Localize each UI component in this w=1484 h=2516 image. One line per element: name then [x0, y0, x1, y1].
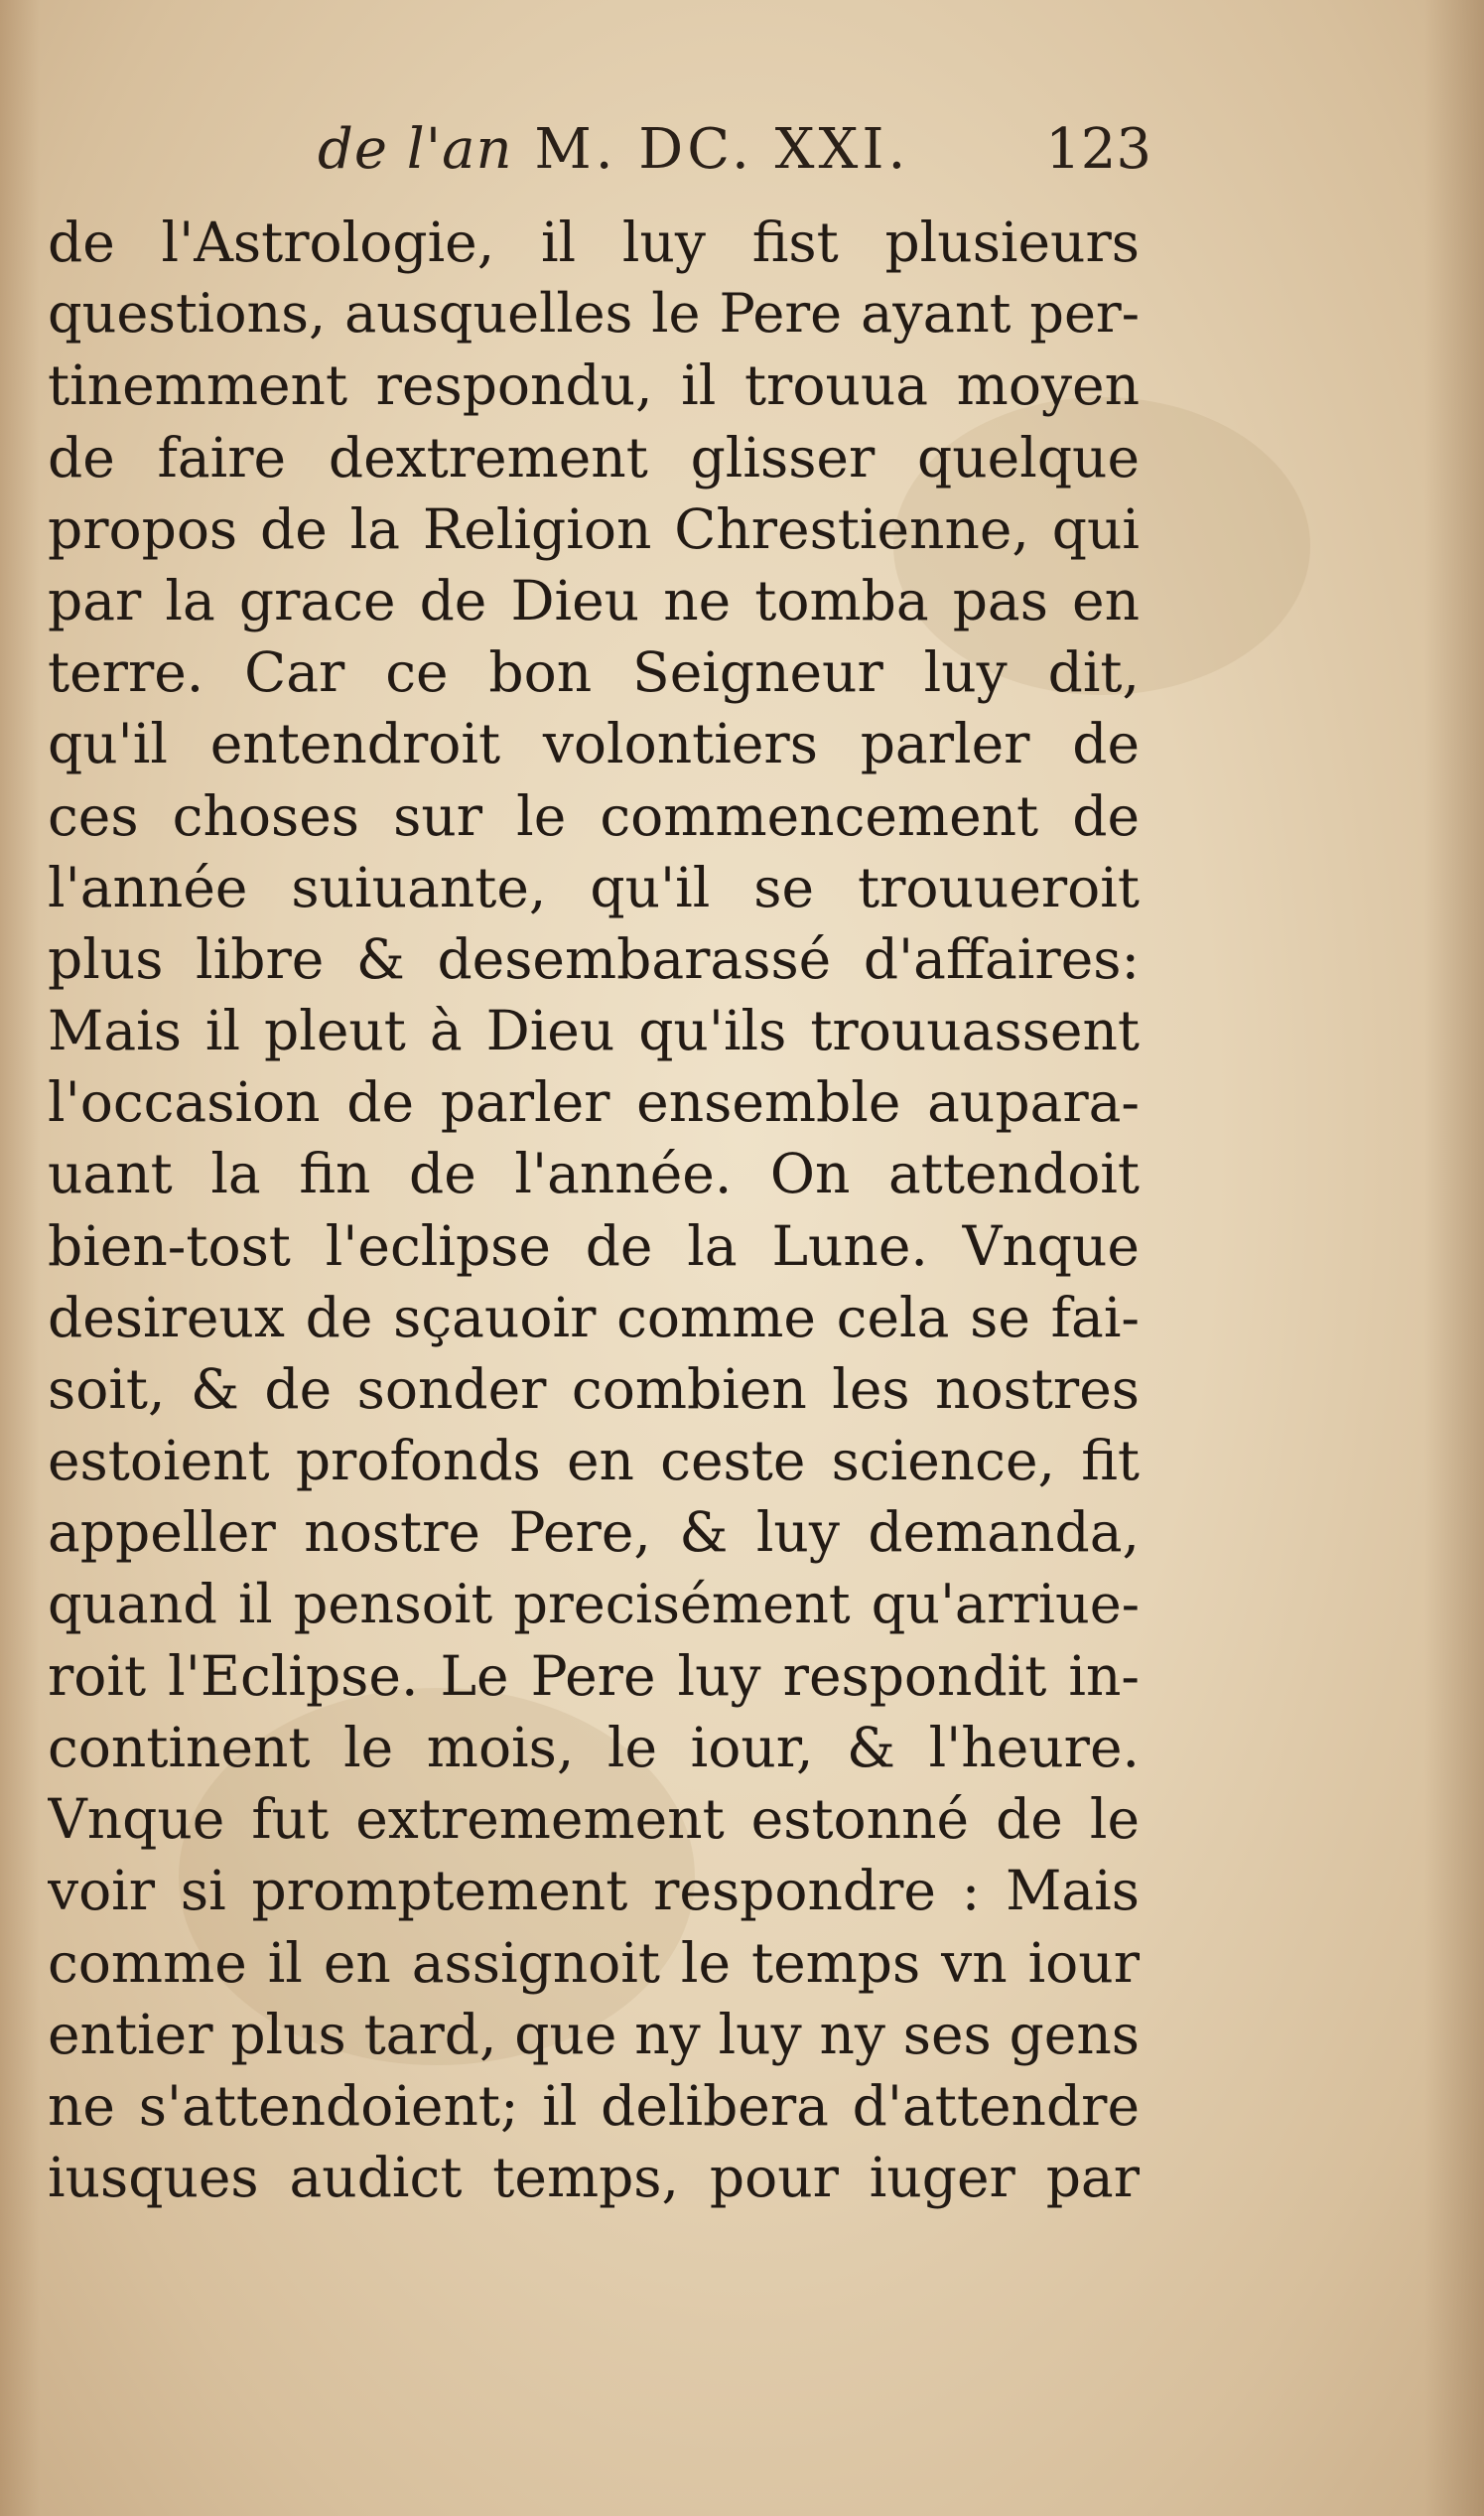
- text-line: soit, & de sonder combien les nostres: [48, 1357, 1140, 1421]
- text-line: plus libre & desembarassé d'affaires:: [48, 926, 1140, 991]
- text-line: propos de la Religion Chrestienne, qui: [48, 496, 1140, 561]
- text-line: entier plus tard, que ny luy ny ses gens: [48, 2002, 1140, 2066]
- text-line: l'année suiuante, qu'il se trouueroit: [48, 855, 1140, 919]
- running-title: [318, 117, 909, 182]
- text-line: quand il pensoit precisément qu'arriue-: [48, 1572, 1140, 1635]
- text-line: estoient profonds en ceste science, fit: [48, 1429, 1140, 1493]
- text-line: qu'il entendroit volontiers parler de: [48, 712, 1140, 776]
- text-line: continent le mois, le iour, & l'heure.: [48, 1715, 1140, 1779]
- text-line: comme il en assignoit le temps vn iour: [48, 1930, 1140, 1995]
- text-line: ces choses sur le commencement de: [48, 783, 1140, 848]
- text-line: roit l'Eclipse. Le Pere luy respondit in-: [48, 1643, 1140, 1708]
- text-line: desireux de sçauoir comme cela se fai-: [48, 1285, 1140, 1349]
- text-line: Vnque fut extremement estonné de le: [48, 1787, 1140, 1852]
- body-text: [48, 207, 1140, 2213]
- page-header: [318, 117, 1151, 197]
- text-line: terre. Car ce bon Seigneur luy dit,: [48, 640, 1140, 705]
- text-line: de l'Astrologie, il luy fist plusieurs: [48, 210, 1140, 274]
- text-line: appeller nostre Pere, & luy demanda,: [48, 1500, 1140, 1565]
- text-line: par la grace de Dieu ne tomba pas en: [48, 568, 1140, 632]
- text-line: uant la fin de l'année. On attendoit: [48, 1142, 1140, 1206]
- text-line: questions, ausquelles le Pere ayant per-: [48, 282, 1140, 346]
- page-number: 123: [1045, 117, 1151, 182]
- text-line: de faire dextrement glisser quelque: [48, 425, 1140, 489]
- running-title-year: M. DC. XXI.: [534, 117, 910, 182]
- text-line: ne s'attendoient; il delibera d'attendre: [48, 2073, 1140, 2138]
- text-line: l'occasion de parler ensemble aupara-: [48, 1070, 1140, 1135]
- running-title-italic: de l'an: [318, 117, 513, 182]
- text-line: bien-tost l'eclipse de la Lune. Vnque: [48, 1213, 1140, 1278]
- text-line: voir si promptement respondre : Mais: [48, 1859, 1140, 1923]
- text-line: iusques audict temps, pour iuger par: [48, 2146, 1140, 2210]
- text-line: tinemment respondu, il trouua moyen: [48, 353, 1140, 418]
- text-line: Mais il pleut à Dieu qu'ils trouuassent: [48, 999, 1140, 1063]
